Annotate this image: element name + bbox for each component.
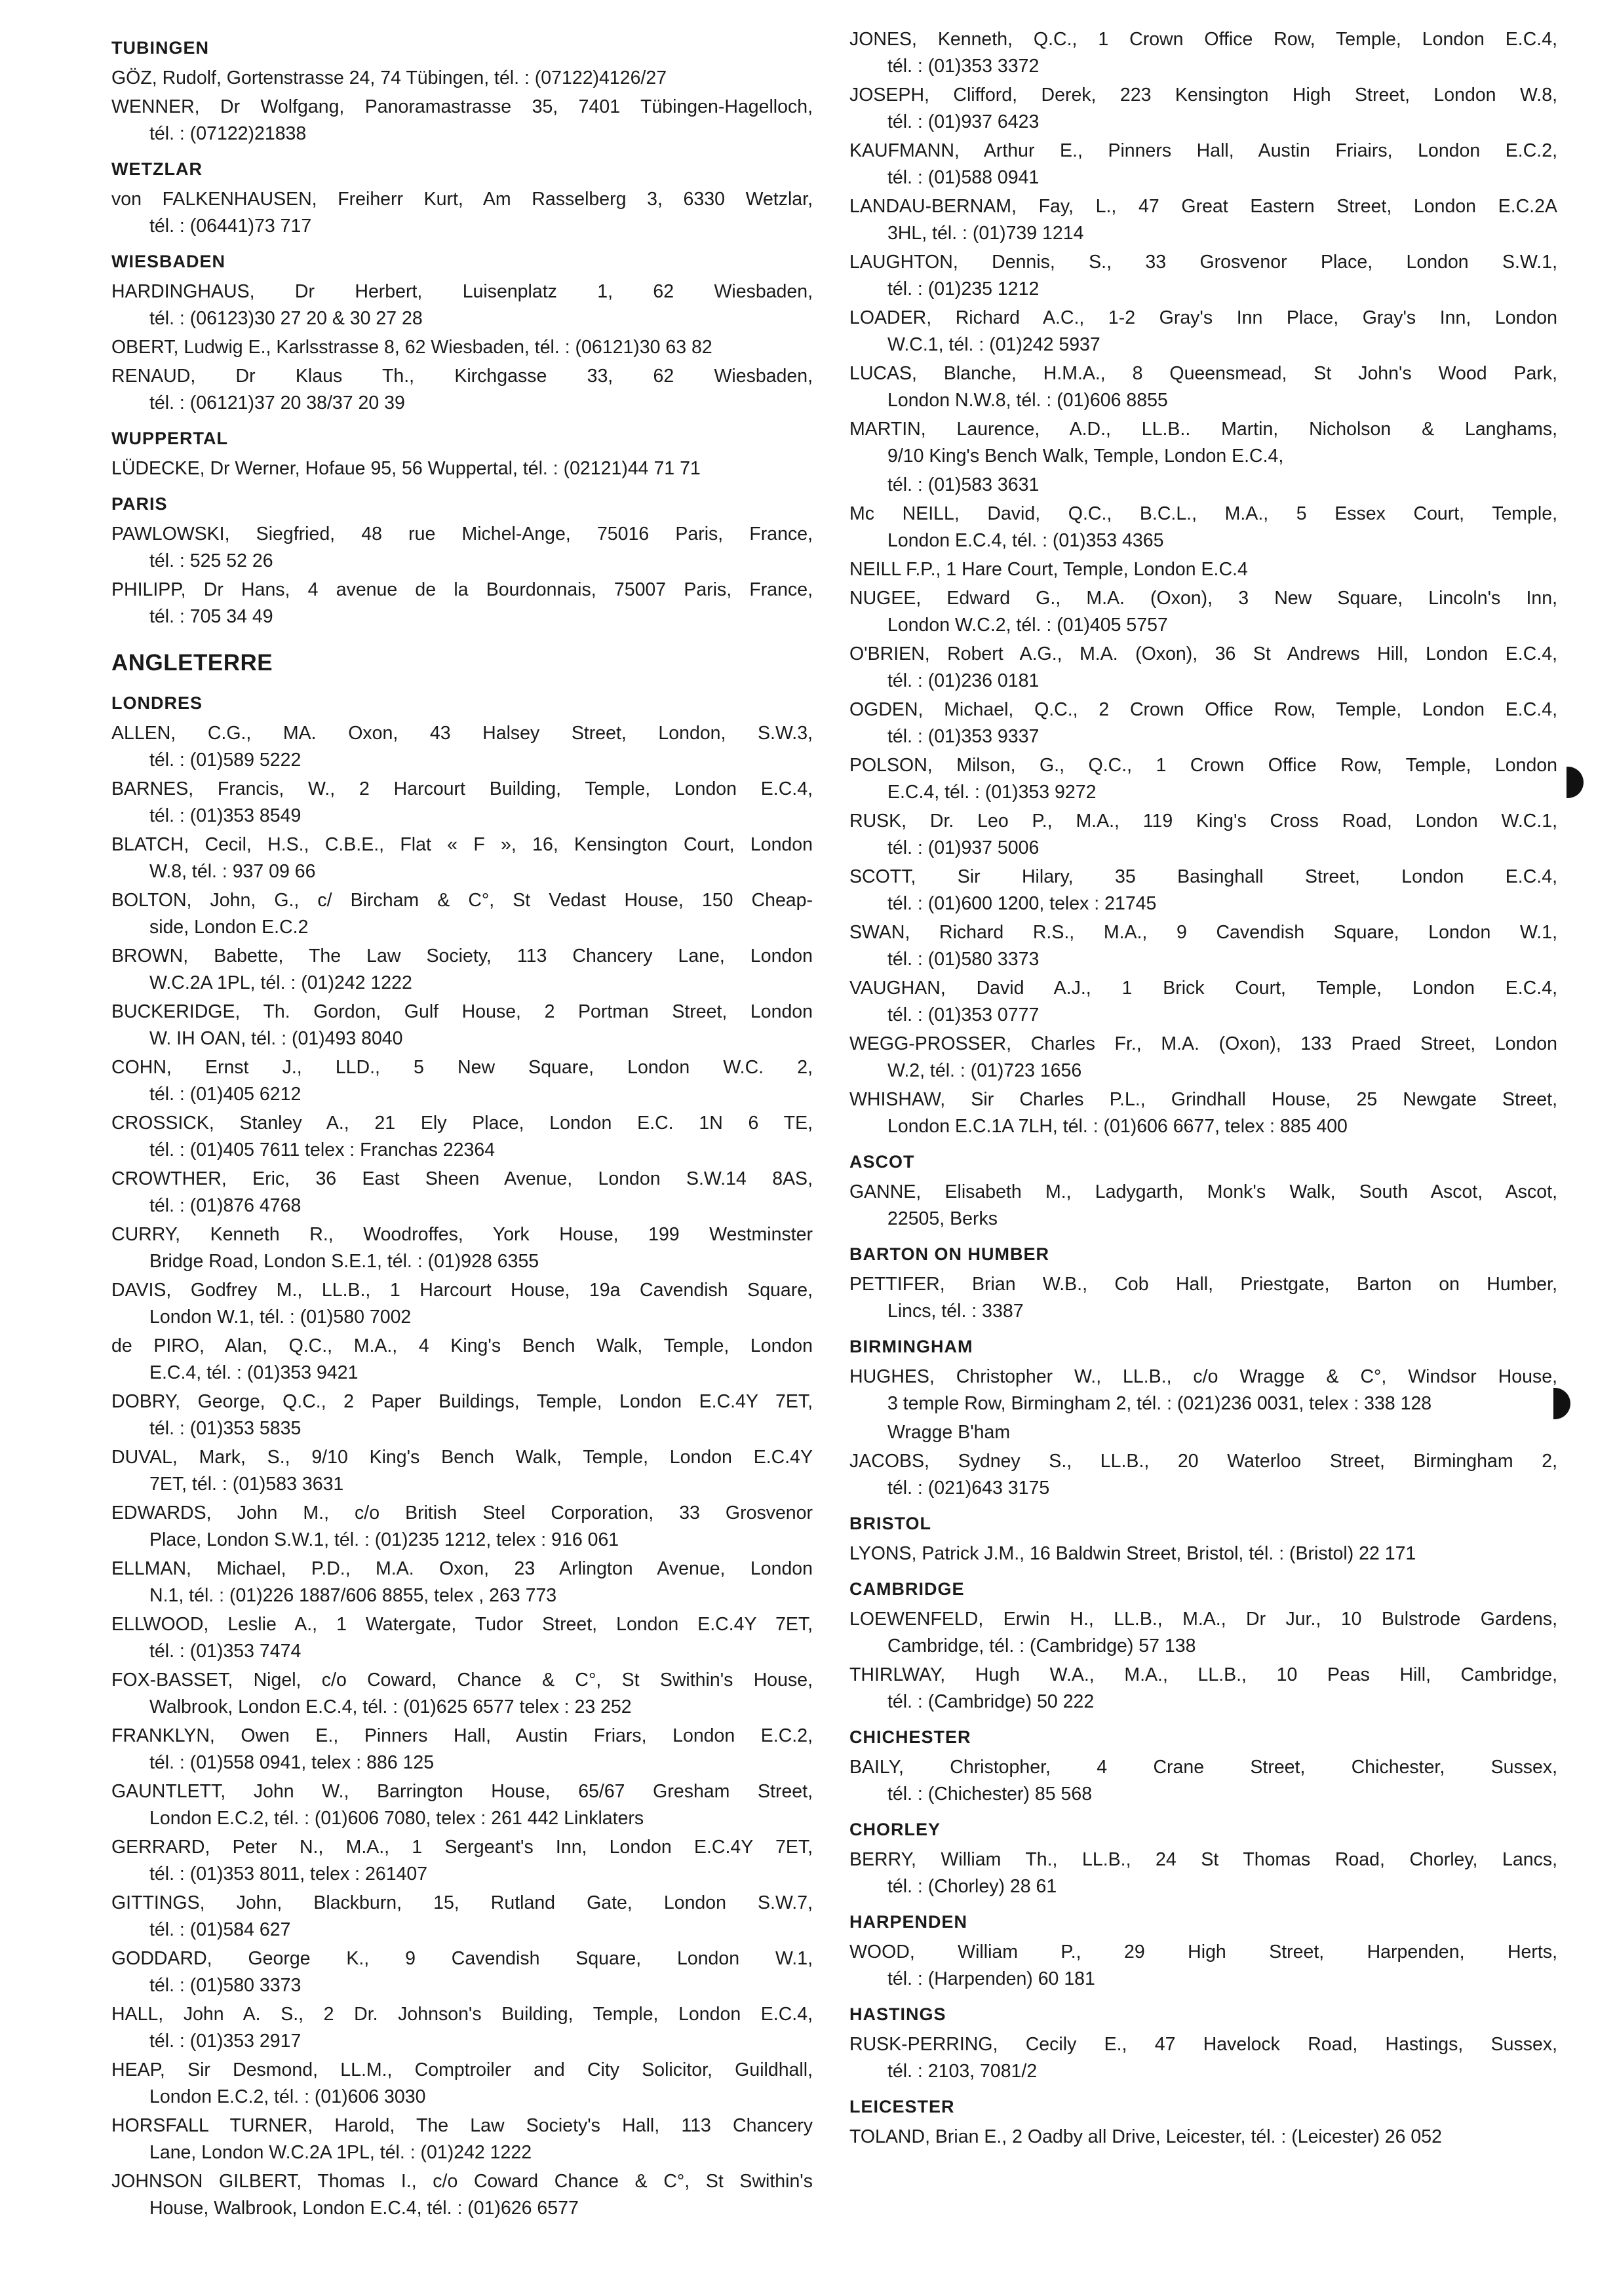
directory-entry: [111, 1277, 813, 1331]
entry-line: GÖZ, Rudolf, Gortenstrasse 24, 74 Tübingen, tél. : (07122)4126/27: [111, 67, 667, 88]
entry-continuation-line: London E.C.2, tél. : (01)606 3030: [149, 2086, 426, 2107]
entry-continuation-line: side, London E.C.2: [149, 917, 309, 938]
entry-line: von FALKENHAUSEN, Freiherr Kurt, Am Rasselberg 3, 6330 Wetzlar,: [111, 189, 813, 210]
entry-line: THIRLWAY, Hugh W.A., M.A., LL.B., 10 Peas Hill, Cambridge,: [849, 1664, 1557, 1685]
city-section-hastings: [849, 2004, 1557, 2085]
directory-entry: [849, 585, 1557, 639]
entry-continuation-line: London W.C.2, tél. : (01)405 5757: [887, 615, 1168, 636]
directory-entry: [111, 1945, 813, 1999]
city-heading: PARIS: [111, 494, 168, 514]
directory-entry: [111, 999, 813, 1052]
directory-entry: [111, 1778, 813, 1832]
directory-entry: [111, 2057, 813, 2111]
entry-line: ALLEN, C.G., MA. Oxon, 43 Halsey Street, London, S.W.3,: [111, 723, 813, 744]
city-heading: WIESBADEN: [111, 252, 226, 271]
entry-line: CURRY, Kenneth R., Woodroffes, York House, 199 Westminster: [111, 1224, 813, 1245]
city-heading: CHICHESTER: [849, 1727, 971, 1747]
directory-entry: [111, 334, 813, 361]
directory-entry: [849, 1540, 1557, 1567]
directory-entry: [111, 521, 813, 575]
city-section-chichester: [849, 1727, 1557, 1808]
city-section-leicester: [849, 2097, 1557, 2151]
entry-line: POLSON, Milson, G., Q.C., 1 Crown Office Row, Temple, London: [849, 755, 1557, 776]
entry-line: O'BRIEN, Robert A.G., M.A. (Oxon), 36 St Andrews Hill, London E.C.4,: [849, 643, 1557, 664]
entry-continuation-line: 3HL, tél. : (01)739 1214: [887, 223, 1084, 244]
entry-line: Mc NEILL, David, Q.C., B.C.L., M.A., 5 Essex Court, Temple,: [849, 503, 1557, 524]
entry-continuation-line: tél. : (01)580 3373: [149, 1975, 302, 1996]
directory-entry: [849, 501, 1557, 554]
city-heading: LEICESTER: [849, 2097, 955, 2116]
city-section-harpenden: [849, 1912, 1557, 1993]
city-heading: CHORLEY: [849, 1820, 941, 1839]
entry-line: JOHNSON GILBERT, Thomas I., c/o Coward Chance & C°, St Swithin's: [111, 2171, 813, 2192]
entry-continuation-line: W.C.1, tél. : (01)242 5937: [887, 334, 1100, 355]
entry-line: HUGHES, Christopher W., LL.B., c/o Wragge & C°, Windsor House,: [849, 1366, 1557, 1387]
entry-line: NUGEE, Edward G., M.A. (Oxon), 3 New Square, Lincoln's Inn,: [849, 588, 1557, 609]
entry-line: TOLAND, Brian E., 2 Oadby all Drive, Leicester, tél. : (Leicester) 26 052: [849, 2126, 1442, 2147]
directory-entry: [849, 1031, 1557, 1084]
city-heading: HARPENDEN: [849, 1912, 968, 1932]
city-heading: BARTON ON HUMBER: [849, 1244, 1049, 1264]
city-section-wuppertal: [111, 429, 813, 482]
entry-line: OBERT, Ludwig E., Karlsstrasse 8, 62 Wiesbaden, tél. : (06121)30 63 82: [111, 337, 712, 358]
entry-line: BERRY, William Th., LL.B., 24 St Thomas Road, Chorley, Lancs,: [849, 1849, 1557, 1870]
entry-continuation-line: London W.1, tél. : (01)580 7002: [149, 1307, 412, 1328]
entry-continuation-line: tél. : (01)876 4768: [149, 1195, 302, 1216]
city-section-ascot: [849, 1152, 1557, 1233]
entry-continuation-line: tél. : (Chichester) 85 568: [887, 1784, 1093, 1805]
entry-line: MARTIN, Laurence, A.D., LL.B.. Martin, Nicholson & Langhams,: [849, 419, 1557, 440]
entry-line: JACOBS, Sydney S., LL.B., 20 Waterloo Street, Birmingham 2,: [849, 1451, 1557, 1472]
entry-line: NEILL F.P., 1 Hare Court, Temple, London E.C.4: [849, 559, 1248, 580]
city-heading: WUPPERTAL: [111, 429, 228, 448]
city-heading: TUBINGEN: [111, 38, 209, 58]
directory-entry: [849, 1448, 1557, 1502]
directory-entry: [849, 1364, 1557, 1417]
entry-line: LOADER, Richard A.C., 1-2 Gray's Inn Place, Gray's Inn, London: [849, 307, 1557, 328]
directory-entry: [111, 1723, 813, 1776]
entry-continuation-line: E.C.4, tél. : (01)353 9421: [149, 1362, 359, 1383]
entry-line: CROSSICK, Stanley A., 21 Ely Place, London E.C. 1N 6 TE,: [111, 1113, 813, 1134]
directory-entry: [849, 975, 1557, 1029]
entry-line: Wragge B'ham: [887, 1422, 1011, 1443]
entry-line: GODDARD, George K., 9 Cavendish Square, London W.1,: [111, 1948, 813, 1969]
entry-continuation-line: Bridge Road, London S.E.1, tél. : (01)928 6355: [149, 1251, 539, 1272]
entry-continuation-line: 7ET, tél. : (01)583 3631: [149, 1474, 344, 1495]
entry-line: OGDEN, Michael, Q.C., 2 Crown Office Row, Temple, London E.C.4,: [849, 699, 1557, 720]
entry-line: BOLTON, John, G., c/ Bircham & C°, St Vedast House, 150 Cheap-: [111, 890, 813, 911]
city-section: [849, 26, 1557, 1140]
entry-continuation-line: 22505, Berks: [887, 1208, 998, 1229]
directory-entry: [111, 887, 813, 941]
directory-entry: [849, 864, 1557, 917]
city-section-paris: [111, 494, 813, 630]
entry-line: PETTIFER, Brian W.B., Cob Hall, Priestgate, Barton on Humber,: [849, 1274, 1557, 1295]
entry-line: HORSFALL TURNER, Harold, The Law Society's Hall, 113 Chancery: [111, 2115, 813, 2136]
entry-line: WOOD, William P., 29 High Street, Harpenden, Herts,: [849, 1942, 1557, 1962]
entry-continuation-line: 9/10 King's Bench Walk, Temple, London E.C.4,: [887, 446, 1284, 467]
entry-line: SWAN, Richard R.S., M.A., 9 Cavendish Square, London W.1,: [849, 922, 1557, 943]
directory-entry: [111, 1444, 813, 1498]
entry-line: LYONS, Patrick J.M., 16 Baldwin Street, Bristol, tél. : (Bristol) 22 171: [849, 1543, 1416, 1564]
directory-entry: [849, 193, 1557, 247]
entry-line: PAWLOWSKI, Siegfried, 48 rue Michel-Ange, 75016 Paris, France,: [111, 524, 813, 545]
entry-continuation-line: Lane, London W.C.2A 1PL, tél. : (01)242 1222: [149, 2142, 532, 2163]
entry-line: LOEWENFELD, Erwin H., LL.B., M.A., Dr Jur., 10 Bulstrode Gardens,: [849, 1609, 1557, 1630]
entry-continuation-line: tél. : (01)353 8011, telex : 261407: [149, 1864, 428, 1885]
entry-line: DUVAL, Mark, S., 9/10 King's Bench Walk, Temple, London E.C.4Y: [111, 1447, 813, 1468]
directory-entry: [111, 2113, 813, 2166]
country-heading: ANGLETERRE: [111, 650, 273, 676]
entry-line: SCOTT, Sir Hilary, 35 Basinghall Street, London E.C.4,: [849, 866, 1557, 887]
directory-entry: [849, 1419, 1557, 1446]
directory-entry: [111, 1333, 813, 1387]
entry-line: HALL, John A. S., 2 Dr. Johnson's Building, Temple, London E.C.4,: [111, 2004, 813, 2025]
entry-continuation-line: W.8, tél. : 937 09 66: [149, 861, 316, 882]
entry-line: KAUFMANN, Arthur E., Pinners Hall, Austin Friairs, London E.C.2,: [849, 140, 1557, 161]
directory-entry: [111, 1166, 813, 1219]
entry-line: RUSK, Dr. Leo P., M.A., 119 King's Cross Road, London W.C.1,: [849, 811, 1557, 832]
entry-continuation-line: N.1, tél. : (01)226 1887/606 8855, telex , 263 773: [149, 1585, 557, 1606]
entry-continuation-line: tél. : (01)353 0777: [887, 1004, 1040, 1025]
directory-entry: [849, 1754, 1557, 1808]
directory-entry: [849, 360, 1557, 414]
entry-continuation-line: tél. : (06123)30 27 20 & 30 27 28: [149, 308, 423, 329]
entry-continuation-line: tél. : (01)937 5006: [887, 837, 1040, 858]
directory-entry: [849, 472, 1557, 499]
directory-entry: [849, 1846, 1557, 1900]
directory-entry: [849, 752, 1557, 806]
entry-line: de PIRO, Alan, Q.C., M.A., 4 King's Bench Walk, Temple, London: [111, 1335, 813, 1356]
entry-continuation-line: tél. : (01)353 8549: [149, 805, 302, 826]
directory-entry: [849, 416, 1557, 470]
binding-hole-mark: [1566, 767, 1584, 798]
entry-continuation-line: tél. : 2103, 7081/2: [887, 2061, 1038, 2082]
entry-line: WHISHAW, Sir Charles P.L., Grindhall House, 25 Newgate Street,: [849, 1089, 1557, 1110]
directory-entry: [849, 2031, 1557, 2085]
entry-continuation-line: tél. : (01)235 1212: [887, 278, 1040, 299]
entry-line: tél. : (01)583 3631: [887, 474, 1040, 495]
city-heading: HASTINGS: [849, 2004, 946, 2024]
directory-entry: [111, 186, 813, 240]
entry-line: WEGG-PROSSER, Charles Fr., M.A. (Oxon), 133 Praed Street, London: [849, 1033, 1557, 1054]
directory-entry: [111, 1667, 813, 1721]
entry-continuation-line: E.C.4, tél. : (01)353 9272: [887, 782, 1097, 803]
entry-continuation-line: W. IH OAN, tél. : (01)493 8040: [149, 1028, 403, 1049]
city-heading: ASCOT: [849, 1152, 915, 1172]
entry-line: LANDAU-BERNAM, Fay, L., 47 Great Eastern Street, London E.C.2A: [849, 196, 1557, 217]
entry-continuation-line: tél. : (021)643 3175: [887, 1478, 1050, 1499]
directory-entry: [111, 832, 813, 885]
entry-line: RUSK-PERRING, Cecily E., 47 Havelock Road, Hastings, Sussex,: [849, 2034, 1557, 2055]
entry-continuation-line: tél. : (01)353 5835: [149, 1418, 302, 1439]
entry-continuation-line: tél. : (06121)37 20 38/37 20 39: [149, 392, 405, 413]
directory-entry: [849, 1271, 1557, 1325]
directory-entry: [849, 697, 1557, 750]
directory-entry: [111, 2168, 813, 2222]
city-heading: CAMBRIDGE: [849, 1579, 965, 1599]
directory-entry: [111, 455, 813, 482]
entry-continuation-line: W.C.2A 1PL, tél. : (01)242 1222: [149, 972, 412, 993]
entry-continuation-line: London E.C.2, tél. : (01)606 7080, telex : 261 442 Linklaters: [149, 1808, 644, 1829]
entry-continuation-line: tél. : (01)588 0941: [887, 167, 1040, 188]
directory-entry: [111, 94, 813, 147]
entry-continuation-line: Lincs, tél. : 3387: [887, 1301, 1024, 1322]
entry-line: JOSEPH, Clifford, Derek, 223 Kensington High Street, London W.8,: [849, 85, 1557, 105]
directory-entry: [111, 1500, 813, 1554]
entry-continuation-line: tél. : (01)353 2917: [149, 2031, 302, 2052]
entry-line: BARNES, Francis, W., 2 Harcourt Building, Temple, London E.C.4,: [111, 778, 813, 799]
directory-entry: [849, 249, 1557, 303]
entry-continuation-line: Place, London S.W.1, tél. : (01)235 1212, telex : 916 061: [149, 1529, 619, 1550]
entry-line: BAILY, Christopher, 4 Crane Street, Chichester, Sussex,: [849, 1757, 1557, 1778]
directory-entry: [849, 556, 1557, 583]
directory-entry: [849, 26, 1557, 80]
entry-continuation-line: tél. : (01)589 5222: [149, 750, 302, 771]
entry-line: HEAP, Sir Desmond, LL.M., Comptroiler and City Solicitor, Guildhall,: [111, 2059, 813, 2080]
city-heading: WETZLAR: [111, 159, 203, 179]
directory-entry: [849, 82, 1557, 136]
entry-line: PHILIPP, Dr Hans, 4 avenue de la Bourdonnais, 75007 Paris, France,: [111, 579, 813, 600]
entry-line: EDWARDS, John M., c/o British Steel Corporation, 33 Grosvenor: [111, 1502, 813, 1523]
directory-entry: [849, 641, 1557, 695]
entry-continuation-line: tél. : (01)580 3373: [887, 949, 1040, 970]
entry-continuation-line: tél. : (Cambridge) 50 222: [887, 1691, 1095, 1712]
entry-continuation-line: tél. : (01)584 627: [149, 1919, 291, 1940]
directory-entry: [111, 1221, 813, 1275]
directory-entry: [849, 1662, 1557, 1715]
entry-continuation-line: tél. : (06441)73 717: [149, 216, 312, 237]
entry-continuation-line: tél. : (01)236 0181: [887, 670, 1040, 691]
entry-line: HARDINGHAUS, Dr Herbert, Luisenplatz 1, 62 Wiesbaden,: [111, 281, 813, 302]
entry-continuation-line: tél. : (01)600 1200, telex : 21745: [887, 893, 1157, 914]
directory-entry: [111, 577, 813, 630]
entry-continuation-line: London E.C.1A 7LH, tél. : (01)606 6677, telex : 885 400: [887, 1116, 1348, 1137]
entry-line: ELLWOOD, Leslie A., 1 Watergate, Tudor Street, London E.C.4Y 7ET,: [111, 1614, 813, 1635]
directory-entry: [111, 1834, 813, 1888]
entry-continuation-line: House, Walbrook, London E.C.4, tél. : (01)626 6577: [149, 2198, 579, 2219]
entry-continuation-line: London E.C.4, tél. : (01)353 4365: [887, 530, 1164, 551]
city-section-londres: [111, 693, 813, 2222]
city-section-cambridge: [849, 1579, 1557, 1715]
entry-continuation-line: London N.W.8, tél. : (01)606 8855: [887, 390, 1168, 411]
directory-entry: [849, 305, 1557, 358]
entry-line: GANNE, Elisabeth M., Ladygarth, Monk's Walk, South Ascot, Ascot,: [849, 1181, 1557, 1202]
entry-continuation-line: tél. : (01)937 6423: [887, 111, 1040, 132]
directory-entry: [111, 943, 813, 997]
entry-line: GITTINGS, John, Blackburn, 15, Rutland Gate, London S.W.7,: [111, 1892, 813, 1913]
directory-entry: [111, 1556, 813, 1609]
entry-continuation-line: tél. : (01)353 7474: [149, 1641, 302, 1662]
directory-entry: [111, 776, 813, 830]
city-section-bristol: [849, 1514, 1557, 1567]
entry-line: ELLMAN, Michael, P.D., M.A. Oxon, 23 Arlington Avenue, London: [111, 1558, 813, 1579]
city-heading: BRISTOL: [849, 1514, 932, 1533]
city-section-barton-on-humber: [849, 1244, 1557, 1325]
entry-line: VAUGHAN, David A.J., 1 Brick Court, Temple, London E.C.4,: [849, 978, 1557, 999]
entry-line: BROWN, Babette, The Law Society, 113 Chancery Lane, London: [111, 946, 813, 966]
directory-entry: [111, 363, 813, 417]
directory-entry: [849, 808, 1557, 862]
directory-entry: [849, 138, 1557, 191]
entry-line: COHN, Ernst J., LLD., 5 New Square, London W.C. 2,: [111, 1057, 813, 1078]
city-section-tubingen: [111, 38, 813, 147]
directory-entry: [111, 1054, 813, 1108]
directory-entry: [111, 1890, 813, 1943]
directory-entry: [111, 2001, 813, 2055]
entry-continuation-line: tél. : (01)558 0941, telex : 886 125: [149, 1752, 435, 1773]
entry-line: CROWTHER, Eric, 36 East Sheen Avenue, London S.W.14 8AS,: [111, 1168, 813, 1189]
entry-continuation-line: tél. : (01)405 7611 telex : Franchas 22364: [149, 1139, 496, 1160]
entry-continuation-line: tél. : (01)353 9337: [887, 726, 1040, 747]
entry-continuation-line: tél. : (07122)21838: [149, 123, 307, 144]
entry-line: GERRARD, Peter N., M.A., 1 Sergeant's Inn, London E.C.4Y 7ET,: [111, 1837, 813, 1858]
directory-entry: [849, 1086, 1557, 1140]
directory-entry: [111, 1388, 813, 1442]
directory-entry: [849, 1179, 1557, 1233]
right-column: [849, 26, 1557, 2158]
entry-continuation-line: Walbrook, London E.C.4, tél. : (01)625 6577 telex : 23 252: [149, 1696, 632, 1717]
entry-continuation-line: tél. : 705 34 49: [149, 606, 273, 627]
directory-entry: [849, 1606, 1557, 1660]
entry-line: FOX-BASSET, Nigel, c/o Coward, Chance & C°, St Swithin's House,: [111, 1670, 813, 1691]
directory-entry: [111, 65, 813, 92]
entry-line: DAVIS, Godfrey M., LL.B., 1 Harcourt House, 19a Cavendish Square,: [111, 1280, 813, 1301]
city-section-wetzlar: [111, 159, 813, 240]
entry-line: JONES, Kenneth, Q.C., 1 Crown Office Row, Temple, London E.C.4,: [849, 29, 1557, 50]
entry-line: FRANKLYN, Owen E., Pinners Hall, Austin Friars, London E.C.2,: [111, 1725, 813, 1746]
entry-continuation-line: Cambridge, tél. : (Cambridge) 57 138: [887, 1636, 1196, 1656]
entry-line: GAUNTLETT, John W., Barrington House, 65/67 Gresham Street,: [111, 1781, 813, 1802]
entry-line: DOBRY, George, Q.C., 2 Paper Buildings, Temple, London E.C.4Y 7ET,: [111, 1391, 813, 1412]
directory-entry: [111, 278, 813, 332]
entry-continuation-line: tél. : (Harpenden) 60 181: [887, 1968, 1095, 1989]
entry-continuation-line: tél. : (01)353 3372: [887, 56, 1040, 77]
directory-entry: [849, 1939, 1557, 1993]
entry-line: LÜDECKE, Dr Werner, Hofaue 95, 56 Wuppertal, tél. : (02121)44 71 71: [111, 458, 701, 479]
directory-entry: [849, 2124, 1557, 2151]
entry-continuation-line: 3 temple Row, Birmingham 2, tél. : (021)236 0031, telex : 338 128: [887, 1393, 1432, 1414]
binding-hole-mark: [1553, 1388, 1570, 1419]
left-column: [111, 26, 813, 2230]
city-heading: LONDRES: [111, 693, 203, 713]
entry-line: LUCAS, Blanche, H.M.A., 8 Queensmead, St John's Wood Park,: [849, 363, 1557, 384]
city-heading: BIRMINGHAM: [849, 1337, 973, 1356]
directory-entry: [111, 720, 813, 774]
entry-continuation-line: tél. : 525 52 26: [149, 550, 273, 571]
directory-entry: [111, 1611, 813, 1665]
entry-line: BUCKERIDGE, Th. Gordon, Gulf House, 2 Portman Street, London: [111, 1001, 813, 1022]
entry-line: WENNER, Dr Wolfgang, Panoramastrasse 35, 7401 Tübingen-Hagelloch,: [111, 96, 813, 117]
entry-line: BLATCH, Cecil, H.S., C.B.E., Flat « F », 16, Kensington Court, London: [111, 834, 813, 855]
entry-line: LAUGHTON, Dennis, S., 33 Grosvenor Place, London S.W.1,: [849, 252, 1557, 273]
directory-entry: [111, 1110, 813, 1164]
city-section-wiesbaden: [111, 252, 813, 417]
directory-entry: [849, 919, 1557, 973]
city-section-chorley: [849, 1820, 1557, 1900]
entry-continuation-line: W.2, tél. : (01)723 1656: [887, 1060, 1082, 1081]
entry-line: RENAUD, Dr Klaus Th., Kirchgasse 33, 62 Wiesbaden,: [111, 366, 813, 387]
entry-continuation-line: tél. : (Chorley) 28 61: [887, 1876, 1057, 1897]
entry-continuation-line: tél. : (01)405 6212: [149, 1084, 302, 1105]
city-section-birmingham: [849, 1337, 1557, 1502]
